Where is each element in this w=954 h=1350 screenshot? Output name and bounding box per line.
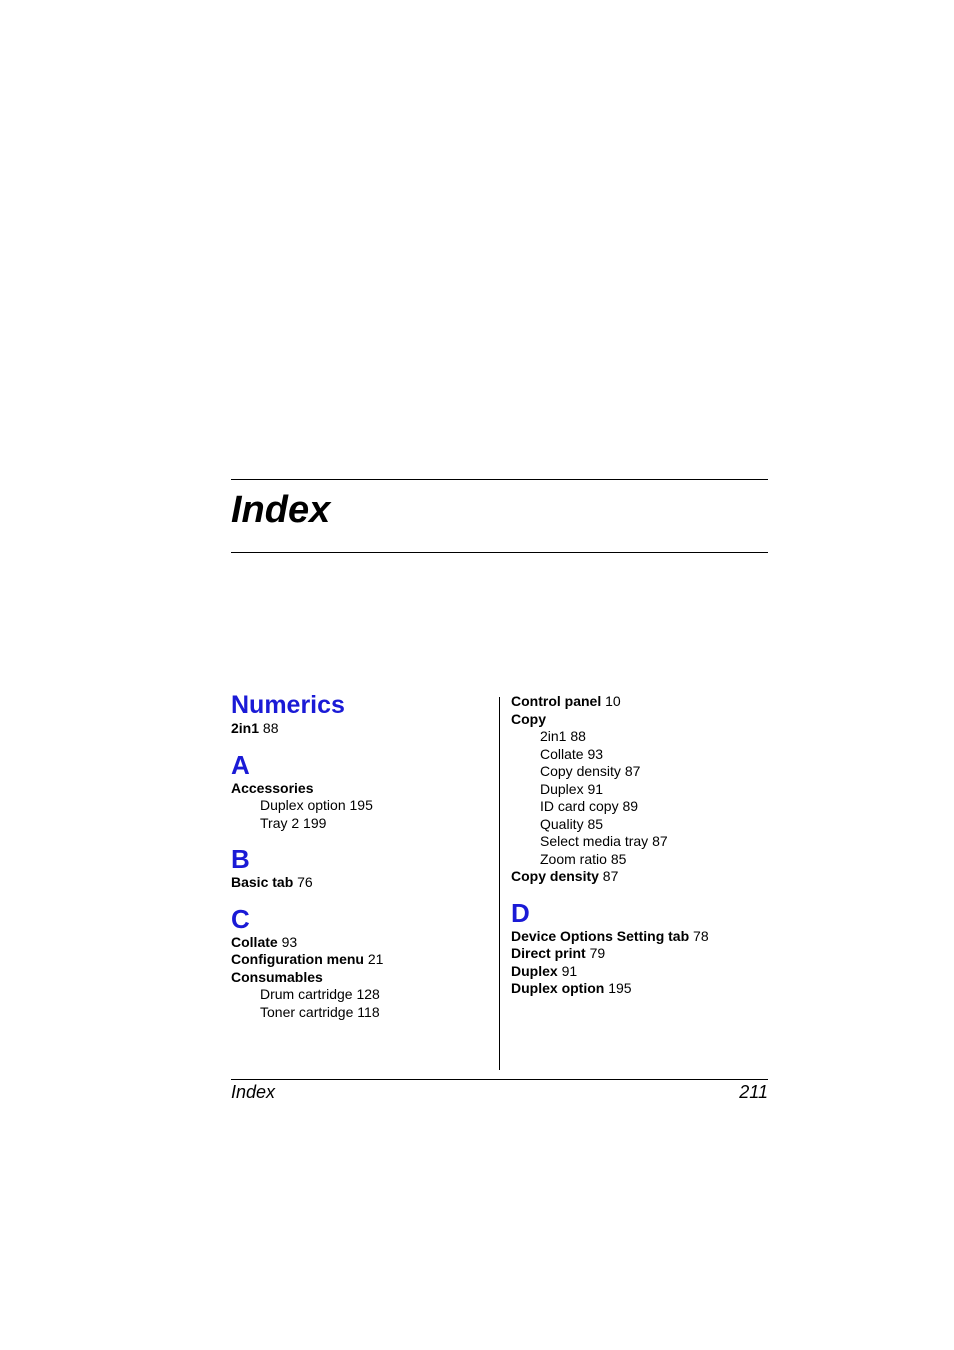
index-entry bbox=[511, 693, 776, 711]
section-heading: Numerics bbox=[231, 691, 345, 719]
entry-page: 87 bbox=[602, 868, 619, 884]
subentry-term: ID card copy bbox=[540, 798, 619, 814]
section-heading: A bbox=[231, 749, 250, 780]
section-heading: D bbox=[511, 897, 530, 928]
entry-page: 10 bbox=[605, 693, 621, 709]
subentry-page: 195 bbox=[349, 797, 373, 813]
index-section bbox=[511, 898, 776, 998]
footer-section-label: Index bbox=[231, 1082, 276, 1102]
index-subentry bbox=[231, 815, 496, 833]
entry-term: Copy density bbox=[511, 868, 599, 884]
subentry-page: 85 bbox=[587, 815, 604, 832]
section-heading: C bbox=[231, 903, 250, 934]
entry-page: 76 bbox=[297, 874, 313, 890]
index-subentry bbox=[511, 781, 776, 799]
index-entry bbox=[511, 945, 776, 963]
subentry-page: 88 bbox=[570, 728, 586, 744]
subentry-page: 199 bbox=[303, 814, 327, 831]
subentry-page: 128 bbox=[356, 986, 380, 1002]
entry-term: Duplex option bbox=[511, 980, 605, 996]
index-entry bbox=[511, 868, 776, 886]
section-heading: B bbox=[231, 844, 250, 874]
index-entry bbox=[231, 720, 496, 738]
entry-term: Basic tab bbox=[231, 874, 294, 890]
index-subentry bbox=[231, 1004, 496, 1022]
subentry-page: 87 bbox=[624, 763, 641, 779]
entry-term: Consumables bbox=[231, 968, 323, 985]
subentry-page: 89 bbox=[622, 798, 639, 814]
entry-term: 2in1 bbox=[231, 720, 260, 736]
subentry-term: Duplex bbox=[540, 780, 584, 797]
index-entry bbox=[231, 874, 496, 892]
title-top-rule bbox=[231, 479, 768, 480]
index-entry bbox=[231, 951, 496, 969]
index-subentry bbox=[511, 763, 776, 781]
entry-term: Accessories bbox=[231, 779, 314, 796]
index-section bbox=[231, 904, 496, 1022]
footer-page-number: 211 bbox=[739, 1082, 768, 1102]
subentry-page: 118 bbox=[357, 1003, 380, 1020]
index-entry bbox=[231, 780, 496, 798]
index-entry bbox=[511, 928, 776, 946]
entry-page: 88 bbox=[262, 720, 279, 736]
subentry-term: 2in1 bbox=[540, 728, 567, 744]
index-subentry bbox=[231, 797, 496, 815]
subentry-page: 87 bbox=[652, 833, 668, 849]
index-section bbox=[231, 690, 496, 738]
subentry-page: 93 bbox=[587, 745, 604, 762]
index-section bbox=[231, 750, 496, 833]
index-subentry bbox=[511, 728, 776, 746]
entry-page: 21 bbox=[367, 951, 384, 967]
subentry-page: 91 bbox=[587, 780, 604, 797]
subentry-term: Zoom ratio bbox=[540, 850, 607, 867]
index-section bbox=[231, 844, 496, 892]
footer-rule bbox=[231, 1079, 768, 1080]
entry-term: Configuration menu bbox=[231, 951, 364, 967]
index-entry bbox=[511, 711, 776, 729]
column-divider bbox=[499, 697, 500, 1070]
index-subentry bbox=[511, 798, 776, 816]
entry-page: 78 bbox=[693, 927, 709, 944]
title-bottom-rule bbox=[231, 552, 768, 553]
entry-page: 91 bbox=[561, 962, 578, 979]
index-column-left bbox=[231, 690, 496, 1033]
entry-term: Copy bbox=[511, 710, 546, 727]
entry-page: 195 bbox=[608, 980, 632, 996]
index-subentry bbox=[231, 986, 496, 1004]
subentry-term: Copy density bbox=[540, 763, 621, 779]
subentry-term: Duplex option bbox=[260, 797, 346, 813]
entry-term: Control panel bbox=[511, 693, 602, 709]
index-entry bbox=[511, 980, 776, 998]
subentry-term: Toner cartridge bbox=[260, 1003, 354, 1020]
subentry-term: Select media tray bbox=[540, 833, 649, 849]
index-entry bbox=[231, 969, 496, 987]
index-subentry bbox=[511, 746, 776, 764]
subentry-page: 85 bbox=[610, 850, 627, 867]
index-subentry bbox=[511, 833, 776, 851]
subentry-term: Drum cartridge bbox=[260, 986, 353, 1002]
entry-term: Duplex bbox=[511, 962, 558, 979]
subentry-term: Quality bbox=[540, 815, 584, 832]
index-subentry bbox=[511, 816, 776, 834]
page-title: Index bbox=[231, 489, 331, 531]
entry-page: 79 bbox=[589, 945, 606, 961]
index-entry bbox=[231, 934, 496, 952]
index-entry bbox=[511, 963, 776, 981]
entry-term: Direct print bbox=[511, 945, 586, 961]
index-subentry bbox=[511, 851, 776, 869]
entry-term: Collate bbox=[231, 933, 278, 950]
subentry-term: Collate bbox=[540, 745, 584, 762]
index-section bbox=[511, 693, 776, 886]
subentry-term: Tray 2 bbox=[260, 814, 300, 831]
index-column-right bbox=[511, 693, 776, 1010]
entry-page: 93 bbox=[281, 933, 298, 950]
entry-term: Device Options Setting tab bbox=[511, 927, 690, 944]
